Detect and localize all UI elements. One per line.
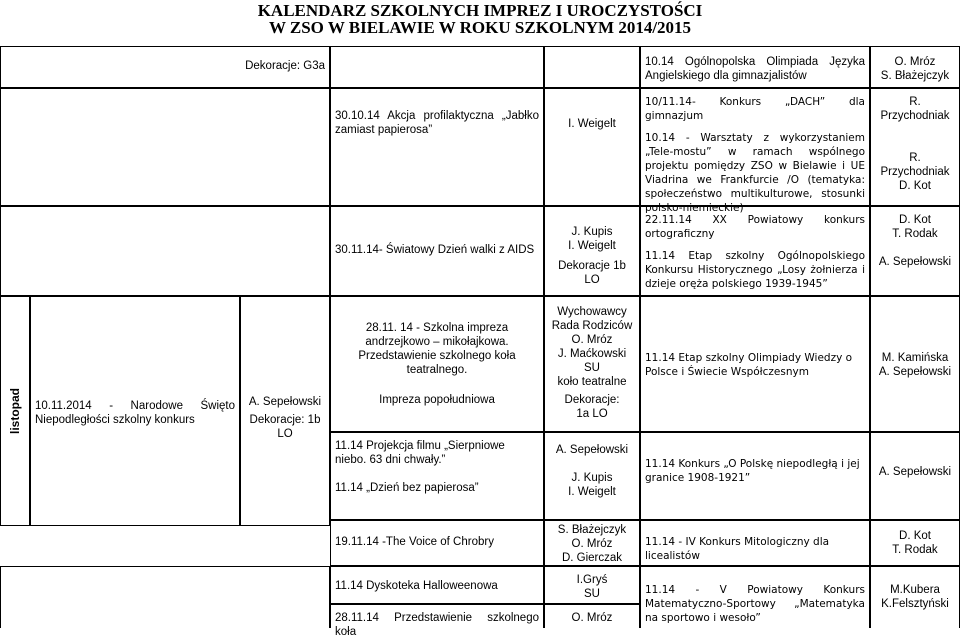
row4-competition-resp-cell xyxy=(870,296,960,432)
row4-resp-1: Wychowawcy xyxy=(557,306,627,318)
row7-resp-1: I.Gryś xyxy=(576,574,608,586)
row7-event: 11.14 Dyskoteka Halloweenowa xyxy=(335,580,498,592)
row1-competition: 10.14 Ogólnopolska Olimpiada Języka Angielskiego dla gimnazjalistów xyxy=(645,56,865,82)
row2-competition-1: 10/11.14- Konkurs „DACH” dla gimnazjum xyxy=(645,96,865,122)
row4-main-event-cell xyxy=(30,296,240,526)
row7-competition-cell xyxy=(640,566,870,628)
row4-resp-5: SU xyxy=(584,362,600,374)
row4-main-resp-cell xyxy=(240,296,330,526)
row2-competition-2: 10.14 - Warsztaty z wykorzystaniem „Tele-mostu” w ramach wspólnego projektu pomiędzy ZSO w Bielawie i UE Viadrina we Frankfurcie /O (tematyka: społeczeństwo multikulturowe, stosunki polsko-niemieckie) xyxy=(645,132,865,214)
row8-resp: O. Mróz xyxy=(571,612,613,624)
row5-resp-cell xyxy=(544,432,640,520)
row3-resp-1: J. Kupis xyxy=(571,226,613,238)
row1-decor: Dekoracje: G3a xyxy=(245,60,325,72)
row3-competition-1: 22.11.14 XX Powiatowy konkurs ortograficzny xyxy=(645,214,865,240)
row4-comp-resp-2: A. Sepełowski xyxy=(878,366,952,378)
row3-competition-2: 11.14 Etap szkolny Ogólnopolskiego Konkursu Historycznego „Losy żołnierza i dzieje oręża polskiego 1939-1945” xyxy=(645,250,865,290)
row3-resp-2: I. Weigelt xyxy=(568,240,616,252)
row6-comp-resp-2: T. Rodak xyxy=(892,544,938,556)
row6-competition: 11.14 - IV Konkurs Mitologiczny dla licealistów xyxy=(645,536,830,562)
row2-resp-cell xyxy=(544,88,640,206)
row1-resp-2: S. Błażejczyk xyxy=(880,70,950,82)
row3-comp1-resp-2: T. Rodak xyxy=(892,228,938,240)
row4-event: 28.11. 14 - Szkolna impreza andrzejkowo – mikołajkowa. Przedstawienie szkolnego koła teatralnego. xyxy=(358,322,516,376)
row7-competition-resp-cell xyxy=(870,566,960,628)
row6-event-cell xyxy=(330,520,544,566)
row6-resp-3: D. Gierczak xyxy=(561,552,623,564)
month-label: listopad xyxy=(8,387,22,435)
row6-resp-1: S. Błażejczyk xyxy=(557,524,627,536)
row2-competition-resp-cell xyxy=(870,88,960,206)
document-title xyxy=(0,2,960,36)
row7-resp-cell xyxy=(544,566,640,604)
row4-resp-2: Rada Rodziców xyxy=(551,320,633,332)
row5-competition-resp-cell xyxy=(870,432,960,520)
row6-competition-cell xyxy=(640,520,870,566)
row4-event-note: Impreza popołudniowa xyxy=(379,394,495,406)
row6-resp-2: O. Mróz xyxy=(571,538,613,550)
row5-competition: 11.14 Konkurs „O Polskę niepodległą i jej granice 1908-1921” xyxy=(645,458,860,484)
row5-comp-resp: A. Sepełowski xyxy=(878,466,952,478)
row3-decor: Dekoracje 1b LO xyxy=(558,260,626,286)
row5-event-cell xyxy=(330,432,544,520)
rows7-8-empty-left xyxy=(0,566,330,628)
row4-resp-3: O. Mróz xyxy=(571,334,613,346)
title-line-1: KALENDARZ SZKOLNYCH IMPREZ I UROCZYSTOŚCI xyxy=(257,1,703,20)
row3-empty-left xyxy=(0,206,330,296)
row4-resp-6: koło teatralne xyxy=(557,376,627,388)
row3-competition-cell xyxy=(640,206,870,296)
row2-empty-left xyxy=(0,88,330,206)
row3-comp2-resp: A. Sepełowski xyxy=(878,256,952,268)
row1-empty-event xyxy=(330,46,544,88)
row6-competition-resp-cell xyxy=(870,520,960,566)
row7-comp-resp-2: K.Felsztyński xyxy=(881,598,949,610)
row6-comp-resp-1: D. Kot xyxy=(899,530,931,542)
row5-resp-3: I. Weigelt xyxy=(568,486,616,498)
row8-resp-cell xyxy=(544,604,640,628)
row7-comp-resp-1: M.Kubera xyxy=(890,584,940,596)
row5-event-1: 11.14 Projekcja filmu „Sierpniowe niebo. 63 dni chwały.” xyxy=(335,440,505,466)
month-label-cell xyxy=(0,296,30,526)
row6-resp-cell xyxy=(544,520,640,566)
row3-comp1-resp-1: D. Kot xyxy=(899,214,931,226)
row2-comp2-resp-2: D. Kot xyxy=(899,180,931,192)
row1-resp-1: O. Mróz xyxy=(894,56,936,68)
row2-event: 30.10.14 Akcja profilaktyczna „Jabłko zamiast papierosa” xyxy=(335,110,539,136)
row2-competition-cell xyxy=(640,88,870,214)
row5-resp-1: A. Sepełowski xyxy=(555,444,629,456)
row4-main-event: 10.11.2014 - Narodowe Święto Niepodległości szkolny konkurs xyxy=(35,400,235,426)
row4-main-decor: Dekoracje: 1b LO xyxy=(249,414,321,440)
row7-competition: 11.14 - V Powiatowy Konkurs Matematyczno-Sportowy „Matematyka na sportowo i wesoło” xyxy=(645,584,865,624)
row4-resp-cell xyxy=(544,296,640,432)
row1-decor-cell xyxy=(0,46,330,88)
row1-competition-cell xyxy=(640,46,870,88)
row1-resp-cell xyxy=(870,46,960,88)
row2-comp2-resp-1: R. Przychodniak xyxy=(880,152,950,178)
row4-main-resp: A. Sepełowski xyxy=(248,396,322,408)
row8-event: 28.11.14 Przedstawienie szkolnego koła xyxy=(335,612,539,638)
row3-event: 30.11.14- Światowy Dzień walki z AIDS xyxy=(335,244,535,256)
row1-empty-resp xyxy=(544,46,640,88)
row4-decor-1: Dekoracje: xyxy=(564,394,620,406)
row8-event-cell xyxy=(330,604,544,638)
title-line-2: W ZSO W BIELAWIE W ROKU SZKOLNYM 2014/2015 xyxy=(268,18,692,37)
row6-event: 19.11.14 -The Voice of Chrobry xyxy=(335,536,494,548)
row5-competition-cell xyxy=(640,432,870,520)
row3-event-cell xyxy=(330,206,544,296)
row2-comp1-resp: R. Przychodniak xyxy=(880,96,950,122)
row2-event-cell xyxy=(330,88,544,206)
row4-competition-cell xyxy=(640,296,870,432)
row4-resp-4: J. Maćkowski xyxy=(557,348,627,360)
row5-resp-2: J. Kupis xyxy=(571,472,613,484)
row7-event-cell xyxy=(330,566,544,604)
row4-event-cell xyxy=(330,296,544,432)
row5-event-2: 11.14 „Dzień bez papierosa” xyxy=(335,482,479,494)
row4-comp-resp-1: M. Kamińska xyxy=(881,352,949,364)
row7-resp-2: SU xyxy=(584,588,600,600)
row4-competition: 11.14 Etap szkolny Olimpiady Wiedzy o Polsce i Świecie Współczesnym xyxy=(645,352,853,378)
row3-competition-resp-cell xyxy=(870,206,960,296)
row4-decor-2: 1a LO xyxy=(576,408,608,420)
row3-resp-cell xyxy=(544,206,640,296)
row2-resp: I. Weigelt xyxy=(568,118,616,130)
